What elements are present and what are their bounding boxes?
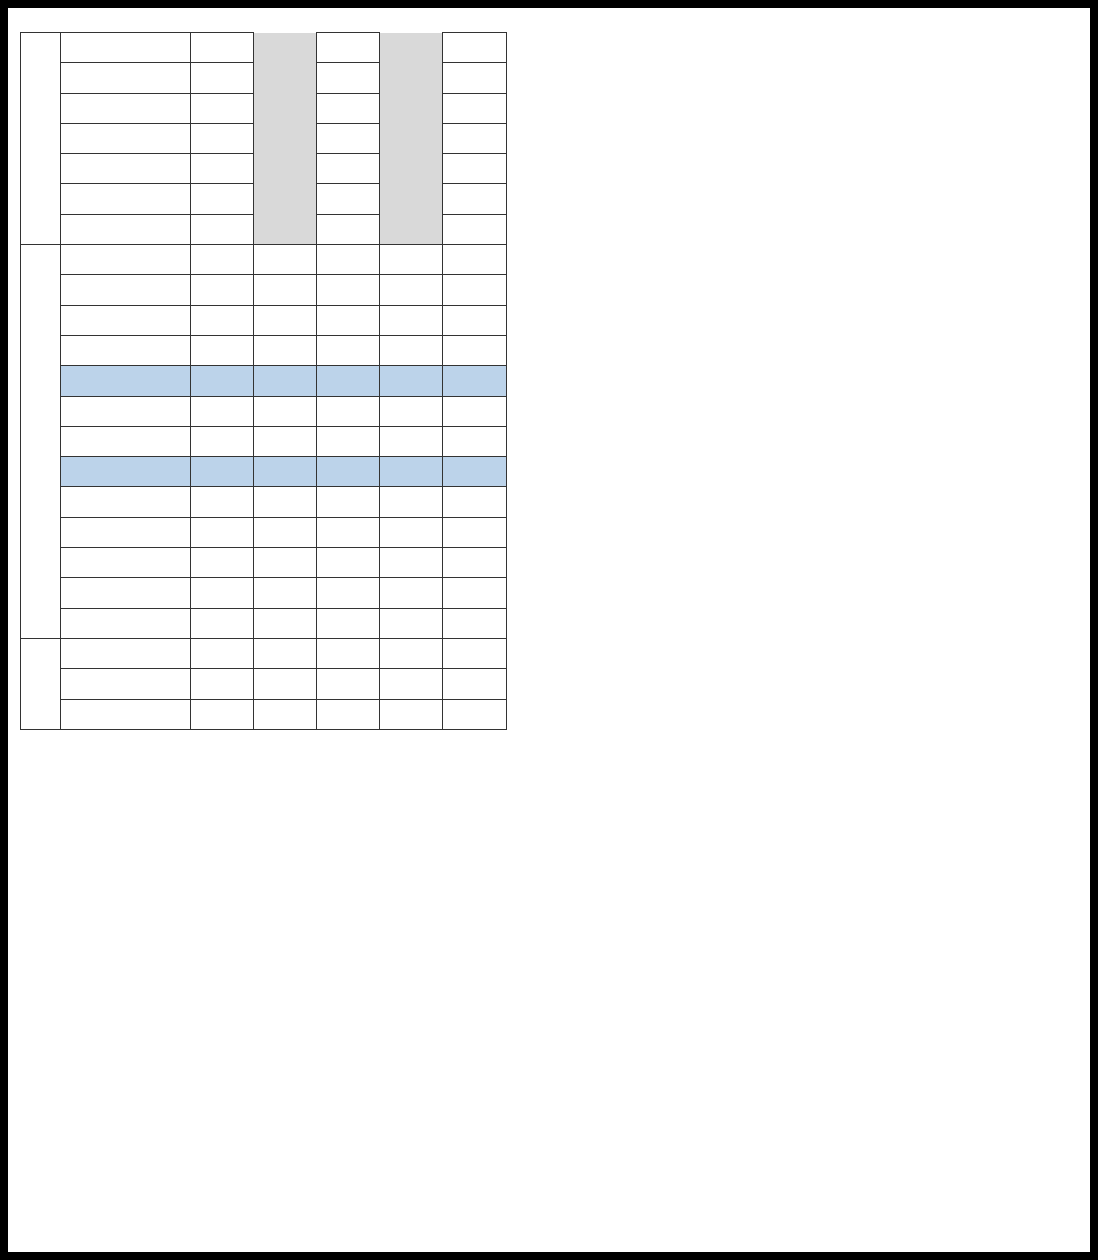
departure-time <box>254 548 317 578</box>
departure-time <box>254 184 317 214</box>
departure-time <box>380 33 443 63</box>
departure-time <box>443 426 507 456</box>
departure-time <box>191 245 254 275</box>
departure-time <box>254 396 317 426</box>
departure-time <box>317 366 380 396</box>
departure-time <box>380 63 443 93</box>
departure-time <box>191 63 254 93</box>
departure-time <box>380 457 443 487</box>
departure-time <box>191 669 254 699</box>
route-group-label <box>21 33 61 245</box>
departure-time <box>191 517 254 547</box>
departure-time <box>380 366 443 396</box>
table-row <box>21 608 507 638</box>
station-name <box>61 184 191 214</box>
departure-time <box>443 93 507 123</box>
departure-time <box>191 123 254 153</box>
departure-time <box>254 517 317 547</box>
departure-time <box>254 699 317 729</box>
route-group-label <box>21 638 61 729</box>
table-row <box>21 669 507 699</box>
departure-time <box>380 93 443 123</box>
departure-time <box>317 33 380 63</box>
departure-time <box>380 335 443 365</box>
table-row <box>21 366 507 396</box>
departure-time <box>380 396 443 426</box>
departure-time <box>443 608 507 638</box>
departure-time <box>191 396 254 426</box>
departure-time <box>191 578 254 608</box>
table-row <box>21 245 507 275</box>
station-name <box>61 123 191 153</box>
departure-time <box>380 123 443 153</box>
departure-time <box>254 335 317 365</box>
station-name <box>61 275 191 305</box>
departure-time <box>443 487 507 517</box>
departure-time <box>443 184 507 214</box>
departure-time <box>317 214 380 244</box>
outbound-timetable <box>20 32 507 730</box>
table-row <box>21 184 507 214</box>
departure-time <box>317 275 380 305</box>
departure-time <box>443 63 507 93</box>
table-row <box>21 33 507 63</box>
timetable-page <box>8 8 1090 1252</box>
departure-time <box>443 33 507 63</box>
departure-time <box>317 335 380 365</box>
departure-time <box>443 275 507 305</box>
departure-time <box>380 275 443 305</box>
departure-time <box>443 578 507 608</box>
departure-time <box>443 123 507 153</box>
departure-time <box>317 305 380 335</box>
table-row <box>21 154 507 184</box>
departure-time <box>191 487 254 517</box>
departure-time <box>443 457 507 487</box>
station-name <box>61 426 191 456</box>
departure-time <box>317 245 380 275</box>
departure-time <box>191 154 254 184</box>
departure-time <box>254 487 317 517</box>
station-name <box>61 396 191 426</box>
departure-time <box>317 184 380 214</box>
route-group-label <box>21 245 61 639</box>
station-name <box>61 548 191 578</box>
station-name <box>61 305 191 335</box>
departure-time <box>380 426 443 456</box>
departure-time <box>317 63 380 93</box>
departure-time <box>443 669 507 699</box>
table-row <box>21 638 507 668</box>
departure-time <box>443 335 507 365</box>
departure-time <box>443 699 507 729</box>
departure-time <box>191 335 254 365</box>
table-row <box>21 548 507 578</box>
departure-time <box>317 699 380 729</box>
station-name <box>61 669 191 699</box>
departure-time <box>317 638 380 668</box>
departure-time <box>380 548 443 578</box>
station-name <box>61 487 191 517</box>
departure-time <box>317 396 380 426</box>
departure-time <box>254 669 317 699</box>
departure-time <box>443 305 507 335</box>
departure-time <box>317 457 380 487</box>
departure-time <box>254 578 317 608</box>
station-name <box>61 335 191 365</box>
departure-time <box>254 245 317 275</box>
departure-time <box>380 184 443 214</box>
table-row <box>21 275 507 305</box>
station-name <box>61 638 191 668</box>
departure-time <box>317 426 380 456</box>
departure-time <box>254 608 317 638</box>
departure-time <box>317 608 380 638</box>
table-row <box>21 457 507 487</box>
station-name <box>61 366 191 396</box>
departure-time <box>443 245 507 275</box>
departure-time <box>254 457 317 487</box>
departure-time <box>191 426 254 456</box>
departure-time <box>443 396 507 426</box>
departure-time <box>254 33 317 63</box>
departure-time <box>254 214 317 244</box>
station-name <box>61 578 191 608</box>
departure-time <box>443 366 507 396</box>
station-name <box>61 457 191 487</box>
table-row <box>21 426 507 456</box>
departure-time <box>443 638 507 668</box>
departure-time <box>191 305 254 335</box>
departure-time <box>191 638 254 668</box>
departure-time <box>191 608 254 638</box>
station-name <box>61 63 191 93</box>
departure-time <box>254 93 317 123</box>
departure-time <box>443 154 507 184</box>
departure-time <box>191 457 254 487</box>
departure-time <box>317 487 380 517</box>
departure-time <box>317 669 380 699</box>
departure-time <box>443 548 507 578</box>
table-row <box>21 578 507 608</box>
departure-time <box>380 578 443 608</box>
departure-time <box>380 638 443 668</box>
station-name <box>61 608 191 638</box>
departure-time <box>380 305 443 335</box>
departure-time <box>317 93 380 123</box>
station-name <box>61 214 191 244</box>
departure-time <box>254 154 317 184</box>
departure-time <box>191 699 254 729</box>
departure-time <box>191 184 254 214</box>
departure-time <box>191 93 254 123</box>
table-row <box>21 517 507 547</box>
station-name <box>61 93 191 123</box>
table-row <box>21 699 507 729</box>
departure-time <box>254 366 317 396</box>
departure-time <box>443 214 507 244</box>
station-name <box>61 154 191 184</box>
station-name <box>61 699 191 729</box>
departure-time <box>317 548 380 578</box>
departure-time <box>191 366 254 396</box>
departure-time <box>380 245 443 275</box>
departure-time <box>317 578 380 608</box>
departure-time <box>380 517 443 547</box>
table-row <box>21 335 507 365</box>
table-row <box>21 305 507 335</box>
departure-time <box>191 548 254 578</box>
table-row <box>21 214 507 244</box>
departure-time <box>443 517 507 547</box>
departure-time <box>317 517 380 547</box>
departure-time <box>380 699 443 729</box>
station-name <box>61 33 191 63</box>
station-name <box>61 245 191 275</box>
table-row <box>21 63 507 93</box>
departure-time <box>254 63 317 93</box>
departure-time <box>380 154 443 184</box>
departure-time <box>191 275 254 305</box>
departure-time <box>254 638 317 668</box>
table-row <box>21 396 507 426</box>
departure-time <box>380 214 443 244</box>
departure-time <box>254 426 317 456</box>
departure-time <box>254 305 317 335</box>
table-row <box>21 487 507 517</box>
departure-time <box>380 669 443 699</box>
departure-time <box>191 33 254 63</box>
departure-time <box>317 123 380 153</box>
station-name <box>61 517 191 547</box>
departure-time <box>254 275 317 305</box>
departure-time <box>380 608 443 638</box>
departure-time <box>380 487 443 517</box>
table-row <box>21 93 507 123</box>
departure-time <box>254 123 317 153</box>
departure-time <box>191 214 254 244</box>
departure-time <box>317 154 380 184</box>
table-row <box>21 123 507 153</box>
